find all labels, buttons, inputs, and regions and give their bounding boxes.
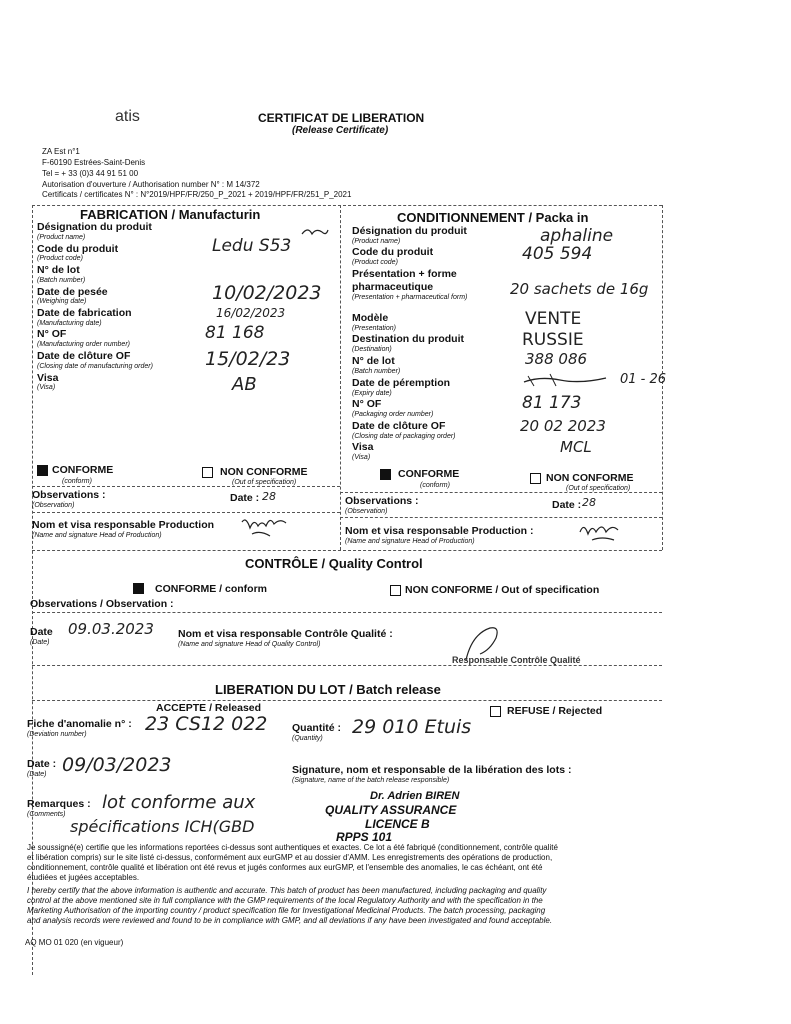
controle-date-sublabel: (Date) (30, 639, 50, 646)
field-sublabel: (Product code) (352, 259, 398, 266)
controle-observations-label: Observations / Observation : (30, 598, 174, 610)
field-label: Présentation + forme pharmaceutique (352, 268, 457, 293)
field-sublabel: (Presentation) (352, 325, 396, 332)
field-sublabel: (Manufacturing order number) (37, 341, 130, 348)
quantity-sublabel: (Quantity) (292, 735, 323, 742)
logo: atis (115, 108, 140, 125)
fabrication-observations-sublabel: (Observation) (32, 502, 75, 509)
remarks-sublabel: (Comments) (27, 811, 66, 818)
divider (340, 205, 341, 550)
field-sublabel: (Product code) (37, 255, 83, 262)
stamp-qa: QUALITY ASSURANCE (325, 803, 457, 817)
controle-heading: CONTRÔLE / Quality Control (245, 556, 423, 571)
controle-nonconform-checkbox[interactable] (390, 585, 401, 596)
packaging-resp-label: Nom et visa responsable Production : (345, 525, 534, 537)
field-sublabel: (Batch number) (352, 368, 401, 375)
stamp-rpps: RPPS 101 (336, 830, 393, 844)
remarks-value-2: spécifications ICH(GBD (70, 817, 255, 836)
packaging-code-value: 405 594 (522, 244, 593, 264)
quantity-label: Quantité : (292, 722, 341, 734)
field-label: Code du produit (37, 243, 119, 255)
divider (32, 612, 662, 613)
field-sublabel: (Presentation + pharmaceutical form) (352, 294, 468, 301)
address-line: ZA Est n°1 (42, 147, 80, 156)
field-sublabel: (Visa) (37, 384, 56, 391)
fabrication-resp-label: Nom et visa responsable Production (32, 519, 215, 531)
field-sublabel: (Expiry date) (352, 390, 392, 397)
field-label: Visa (37, 372, 59, 384)
packaging-observations-label: Observations : (345, 495, 419, 507)
field-sublabel: (Visa) (352, 454, 371, 461)
controle-conform-label: CONFORME / conform (155, 583, 267, 595)
legal-text-fr: conditionnement, contrôle qualité et libération ont été revus et jugés conformes aux eurGMP, et l'ensemble des anomalies, le cas échéant, ont été (27, 863, 543, 872)
address-line: Tel = + 33 (0)3 44 91 51 00 (42, 169, 139, 178)
field-label: Date de péremption (352, 377, 451, 389)
field-label: Destination du produit (352, 333, 464, 345)
field-label: N° de lot (37, 264, 80, 276)
refuse-checkbox[interactable] (490, 706, 501, 717)
refuse-label: REFUSE / Rejected (507, 705, 603, 717)
field-sublabel: (Packaging order number) (352, 411, 434, 418)
packaging-conform-checkbox[interactable] (380, 469, 391, 480)
fabrication-nonconform-label: NON CONFORME (220, 466, 308, 478)
model-value: VENTE (525, 309, 582, 329)
deviation-label: Fiche d'anomalie n° : (27, 718, 132, 730)
field-label: Désignation du produit (37, 221, 152, 233)
production-signature (240, 514, 290, 542)
field-sublabel: (Batch number) (37, 277, 86, 284)
fabrication-nonconform-checkbox[interactable] (202, 467, 213, 478)
packaging-date-label: Date : (552, 499, 582, 511)
field-sublabel: (Closing date of packaging order) (352, 433, 456, 440)
packaging-conform-label: CONFORME (398, 468, 460, 480)
packaging-signature (578, 518, 624, 546)
field-sublabel: (Destination) (352, 346, 392, 353)
packaging-nonconform-label: NON CONFORME (546, 472, 634, 484)
conditionnement-heading: CONDITIONNEMENT / Packa in (397, 210, 589, 225)
fabrication-conform-label: CONFORME (52, 464, 114, 476)
presentation-value: 20 sachets de 16g (510, 280, 649, 298)
divider (32, 665, 662, 666)
stamp-name: Dr. Adrien BIREN (370, 790, 460, 802)
manufacturing-order-value: 81 168 (205, 323, 265, 343)
field-label: Date de pesée (37, 286, 108, 298)
address-line: F-60190 Estrées-Saint-Denis (42, 158, 146, 167)
fabrication-heading: FABRICATION / Manufacturin (80, 207, 261, 222)
deviation-value: 23 CS12 022 (145, 713, 268, 735)
manufacturing-date-value: 16/02/2023 (216, 306, 286, 320)
address-line: Certificats / certificates N° : N°2019/HPF/FR/250_P_2021 + 2019/HPF/FR/251_P_2021 (42, 190, 352, 199)
release-date-sublabel: (Date) (27, 771, 47, 778)
field-label: Code du produit (352, 246, 434, 258)
field-sublabel: (Manufacturing date) (37, 320, 102, 327)
legal-text-en: I hereby certify that the above information is authentic and accurate. This batch of product has been manufactured, including packaging and quality (27, 886, 547, 895)
destination-value: RUSSIE (522, 330, 584, 350)
liberation-heading: LIBERATION DU LOT / Batch release (215, 682, 441, 697)
address-line: Autorisation d'ouverture / Authorisation number N° : M 14/372 (42, 180, 260, 189)
packaging-resp-sublabel: (Name and signature Head of Production) (345, 538, 475, 545)
fabrication-nonconform-sublabel: (Out of specification) (232, 479, 297, 486)
controle-date-value: 09.03.2023 (68, 620, 154, 638)
expiry-value: 01 - 26 (620, 372, 667, 387)
legal-text-en: Marketing Authorisation of the importing country / product specification file for Investigational Medicinal Products. The batch processing, packaging (27, 906, 546, 915)
page-subtitle: (Release Certificate) (292, 125, 389, 136)
field-label: N° de lot (352, 355, 395, 367)
visa-value: AB (232, 374, 257, 395)
fabrication-observations-label: Observations : (32, 489, 106, 501)
packaging-closing-value: 20 02 2023 (520, 417, 606, 435)
packaging-observations-sublabel: (Observation) (345, 508, 388, 515)
accept-label: ACCEPTE / Released (156, 702, 262, 714)
divider (32, 550, 662, 551)
field-label: Date de fabrication (37, 307, 132, 319)
legal-text-fr: et libération compris) sur le site listé ci-dessus, conformément aux eurGMP et au dossier d'AMM. Les enregistrements des opérations de production, (27, 853, 553, 862)
controle-resp-label: Nom et visa responsable Contrôle Qualité : (178, 628, 393, 640)
packaging-visa-value: MCL (560, 438, 592, 456)
legal-text-fr: Je soussigné(e) certifie que les informations reportées ci-dessus sont authentiques et exactes. Ce lot a été fabriqué (conditionnement, contrôle qualité (27, 843, 558, 852)
divider (340, 492, 662, 493)
product-code-value: Ledu S53 (212, 236, 292, 256)
remarks-value-1: lot conforme aux (102, 792, 256, 813)
legal-text-en: and analysis records were reviewed and found to be in compliance with GMP, and all deviations if any have been investigated and found acceptable. (27, 916, 553, 925)
expiry-strikethrough (520, 370, 610, 390)
field-sublabel: (Closing date of manufacturing order) (37, 363, 153, 370)
field-label: Désignation du produit (352, 225, 467, 237)
controle-nonconform-label: NON CONFORME / Out of specification (405, 584, 600, 596)
controle-stamp: Responsable Contrôle Qualité (452, 655, 581, 665)
controle-date-label: Date (30, 626, 53, 638)
divider (32, 205, 662, 206)
fabrication-conform-sublabel: (conform) (62, 478, 92, 485)
field-label: Date de clôture OF (37, 350, 131, 362)
packaging-conform-sublabel: (conform) (420, 482, 450, 489)
packaging-nonconform-checkbox[interactable] (530, 473, 541, 484)
controle-conform-checkbox[interactable] (133, 583, 144, 594)
closing-date-value: 15/02/23 (205, 348, 291, 370)
weighing-date-value: 10/02/2023 (212, 282, 322, 304)
field-label: Date de clôture OF (352, 420, 446, 432)
field-label: Modèle (352, 312, 389, 324)
divider (32, 700, 662, 701)
legal-text-en: control at the above mentioned site in full compliance with the GMP requirements of the local Regulatory Authority and with the specification in the (27, 896, 543, 905)
release-sign-label: Signature, nom et responsable de la libération des lots : (292, 764, 572, 776)
release-sign-sublabel: (Signature, name of the batch release responsible) (292, 777, 450, 784)
stamp-licence: LICENCE B (365, 817, 430, 831)
release-date-value: 09/03/2023 (62, 754, 172, 776)
product-name-value: aphaline (540, 226, 614, 246)
field-sublabel: (Weighing date) (37, 298, 87, 305)
release-date-label: Date : (27, 758, 57, 770)
remarks-label: Remarques : (27, 798, 91, 810)
controle-resp-sublabel: (Name and signature Head of Quality Control) (178, 641, 321, 648)
divider (32, 486, 340, 487)
packaging-batch-value: 388 086 (525, 350, 588, 368)
divider (32, 512, 340, 513)
packaging-nonconform-sublabel: (Out of specification) (566, 485, 631, 492)
packaging-date-value: 28 (582, 496, 596, 509)
field-sublabel: (Product name) (37, 234, 86, 241)
fabrication-date-value: 28 (262, 490, 276, 503)
fabrication-date-label: Date : (230, 492, 260, 504)
quantity-value: 29 010 Etuis (352, 716, 472, 738)
fabrication-resp-sublabel: (Name and signature Head of Production) (32, 532, 162, 539)
field-label: Visa (352, 441, 374, 453)
legal-text-fr: étudiées et jugées acceptables. (27, 873, 140, 882)
page-title: CERTIFICAT DE LIBERATION (258, 111, 425, 125)
deviation-sublabel: (Deviation number) (27, 731, 87, 738)
field-label: N° OF (352, 398, 382, 410)
fabrication-visa-signature (300, 224, 330, 240)
packaging-order-value: 81 173 (522, 393, 582, 413)
document-reference: AQ MO 01 020 (en vigueur) (25, 938, 124, 947)
fabrication-conform-checkbox[interactable] (37, 465, 48, 476)
field-sublabel: (Product name) (352, 238, 401, 245)
field-label: N° OF (37, 328, 67, 340)
